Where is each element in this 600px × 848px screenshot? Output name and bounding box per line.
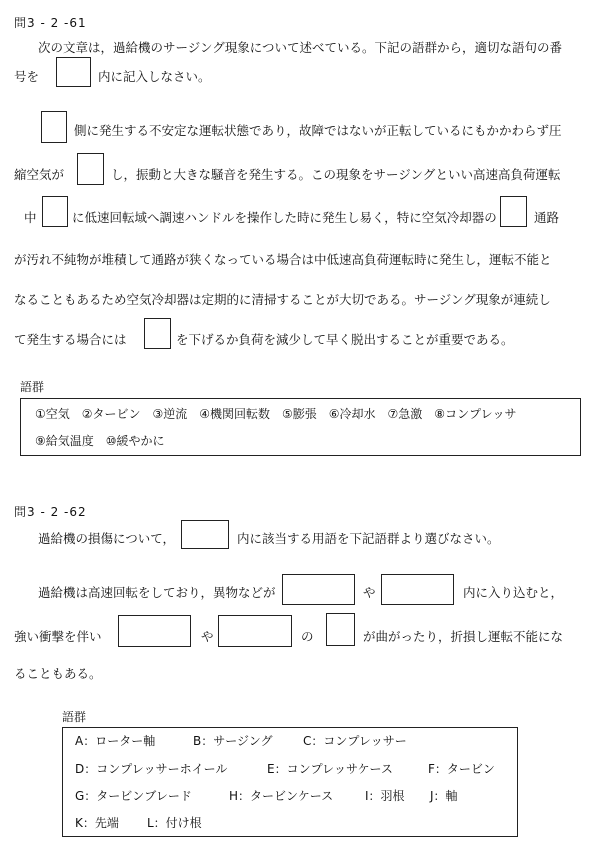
q61-passage-line6a: て発生する場合には (14, 332, 127, 347)
q61-label: 問3 - 2 -61 (14, 16, 87, 30)
term-D: D：コンプレッサーホイール (75, 762, 228, 776)
q62-label: 問3 - 2 -62 (14, 505, 87, 519)
q62-line2d: が曲がったり，折損し運転不能にな (363, 629, 564, 644)
q62-terms-label: 語群 (62, 710, 87, 724)
q62-line1c: 内に入り込むと， (463, 585, 564, 600)
term-E: E：コンプレッサケース (267, 762, 393, 776)
q62-line1a: 過給機は高速回転をしており，異物などが (38, 585, 276, 600)
q61-terms-box (20, 398, 581, 456)
answer-box[interactable] (500, 196, 527, 227)
term-F: F：タービン (428, 762, 495, 776)
term-B: B：サージング (193, 734, 273, 748)
answer-box[interactable] (381, 574, 454, 605)
answer-box[interactable] (56, 57, 91, 87)
q62-line2b: や (201, 629, 214, 644)
q62-line1b: や (363, 585, 376, 600)
term-G: G：タービンブレード (75, 789, 192, 803)
answer-box[interactable] (181, 520, 229, 549)
term-H: H：タービンケース (229, 789, 334, 803)
q61-terms-label: 語群 (20, 380, 45, 394)
q61-passage-line5: なることもあるため空気冷却器は定期的に清掃することが大切である。サージング現象が連続し (14, 292, 551, 307)
answer-box[interactable] (282, 574, 355, 605)
q61-passage-line3b: に低速回転域へ調速ハンドルを操作した時に発生し易く，特に空気冷却器の (72, 210, 497, 225)
q61-terms-row2: ⑨給気温度 ⑩緩やかに (35, 434, 165, 448)
q61-instruction-line2a: 号を (14, 69, 40, 84)
q62-line3: ることもある。 (14, 666, 102, 681)
term-C: C：コンプレッサー (303, 734, 407, 748)
answer-box[interactable] (326, 613, 355, 646)
q61-passage-line2b: し，振動と大きな騒音を発生する。この現象をサージングといい高速高負荷運転 (111, 167, 561, 182)
answer-box[interactable] (118, 615, 191, 647)
answer-box[interactable] (41, 111, 67, 143)
q62-line2c: の (301, 629, 314, 644)
q62-instruction-b: 内に該当する用語を下記語群より選びなさい。 (237, 531, 500, 546)
q61-passage-line3a: 中 (24, 210, 37, 225)
q62-line2a: 強い衝撃を伴い (14, 629, 102, 644)
term-K: K：先端 (75, 816, 119, 830)
q61-instruction-line2b: 内に記入しなさい。 (98, 69, 211, 84)
term-I: I：羽根 (365, 789, 405, 803)
q61-passage-line3c: 通路 (534, 210, 560, 225)
answer-box[interactable] (42, 196, 68, 227)
answer-box[interactable] (218, 615, 292, 647)
q62-terms-box (62, 727, 518, 837)
term-L: L：付け根 (147, 816, 202, 830)
term-J: J：軸 (430, 789, 458, 803)
answer-box[interactable] (77, 153, 104, 185)
q61-terms-row1: ①空気 ②タービン ③逆流 ④機関回転数 ⑤膨張 ⑥冷却水 ⑦急激 ⑧コンプレッサ (35, 407, 517, 421)
q61-passage-line6b: を下げるか負荷を減少して早く脱出することが重要である。 (176, 332, 514, 347)
q62-instruction-a: 過給機の損傷について， (38, 531, 176, 546)
q61-instruction-line1: 次の文章は，過給機のサージング現象について述べている。下記の語群から，適切な語句の番 (38, 40, 562, 55)
q61-passage-line1: 側に発生する不安定な運転状態であり，故障ではないが正転しているにもかかわらず圧 (74, 123, 562, 138)
term-A: A：ローター軸 (75, 734, 156, 748)
q61-passage-line4: が汚れ不純物が堆積して通路が狭くなっている場合は中低速高負荷運転時に発生し，運転不能と (14, 252, 552, 267)
q61-passage-line2a: 縮空気が (14, 167, 65, 182)
answer-box[interactable] (144, 318, 171, 349)
